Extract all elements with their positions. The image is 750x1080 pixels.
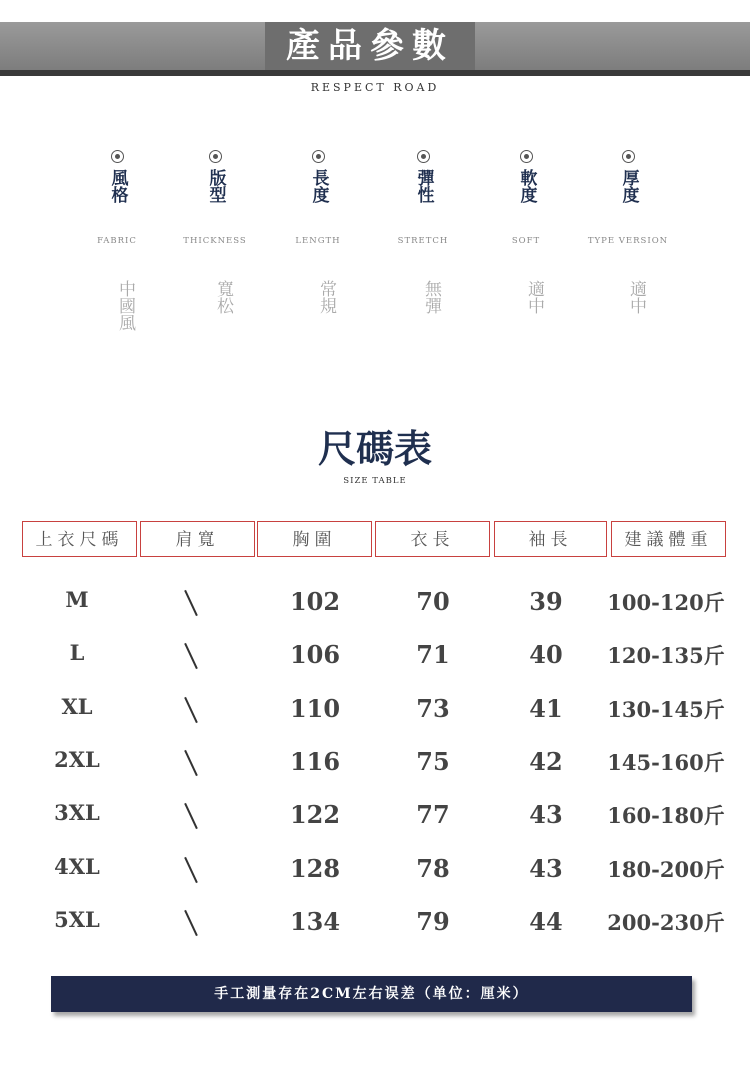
table-row [0, 747, 750, 787]
cell-shoulder-slash [184, 856, 198, 882]
cell-chest: 106 [289, 640, 341, 670]
table-row [0, 694, 750, 734]
param-value: 無彈 [421, 280, 441, 314]
table-header-cell: 胸圍 [257, 521, 372, 557]
cell-size: 4XL [54, 853, 100, 879]
param-column [578, 150, 678, 207]
cell-length: 71 [416, 640, 450, 670]
cell-size: L [69, 640, 85, 666]
param-english-label: FABRIC [97, 236, 137, 246]
cell-size: M [65, 587, 89, 612]
cell-weight: 160-180斤 [607, 803, 725, 829]
table-header-cell: 肩寬 [140, 521, 255, 557]
param-name: 軟度 [516, 169, 537, 203]
cell-sleeve: 40 [529, 640, 563, 670]
cell-sleeve: 39 [529, 587, 563, 616]
page-title: 產品參數 [286, 26, 454, 66]
size-table-subtitle: SIZE TABLE [343, 476, 407, 486]
param-english-label: SOFT [511, 236, 541, 246]
footer-note: 手工測量存在2CM左右误差（单位：厘米） [214, 986, 529, 1002]
cell-chest: 134 [289, 906, 341, 936]
param-english-label: THICKNESS [183, 236, 247, 246]
target-circle-icon [520, 150, 533, 163]
param-column [165, 150, 265, 207]
param-english-label: TYPE VERSION [587, 236, 669, 246]
table-row [0, 640, 750, 680]
cell-weight: 145-160斤 [607, 749, 725, 775]
table-row [0, 587, 750, 627]
param-english-label: STRETCH [397, 236, 449, 246]
cell-length: 70 [416, 587, 450, 616]
cell-weight: 100-120斤 [607, 590, 725, 615]
table-row [0, 854, 750, 894]
cell-length: 77 [416, 800, 450, 830]
cell-weight: 200-230斤 [607, 909, 725, 935]
cell-weight: 130-145斤 [607, 696, 725, 722]
param-column [476, 150, 576, 207]
cell-sleeve: 43 [529, 800, 563, 830]
param-column [67, 150, 167, 207]
cell-shoulder-slash [184, 590, 198, 616]
cell-size: XL [61, 693, 93, 719]
param-value: 適中 [524, 280, 544, 314]
cell-sleeve: 41 [529, 693, 563, 723]
table-header-cell: 上衣尺碼 [22, 521, 137, 557]
cell-chest: 102 [289, 587, 341, 616]
param-name: 彈性 [413, 169, 434, 203]
table-row [0, 800, 750, 840]
cell-sleeve: 42 [529, 746, 563, 776]
cell-chest: 122 [289, 800, 341, 830]
cell-shoulder-slash [184, 643, 198, 669]
table-header-cell: 袖長 [494, 521, 607, 557]
table-row [0, 907, 750, 947]
param-column [373, 150, 473, 207]
cell-sleeve: 43 [529, 853, 563, 883]
table-header-cell: 建議體重 [611, 521, 726, 557]
param-name: 風格 [107, 169, 128, 203]
cell-shoulder-slash [184, 696, 198, 722]
cell-size: 5XL [54, 906, 100, 932]
cell-weight: 120-135斤 [607, 643, 725, 669]
param-english-label: LENGTH [295, 236, 341, 246]
cell-length: 73 [416, 693, 450, 723]
target-circle-icon [312, 150, 325, 163]
cell-length: 79 [416, 906, 450, 936]
param-value: 適中 [626, 280, 646, 314]
param-name: 厚度 [618, 169, 639, 203]
param-name: 長度 [308, 169, 329, 203]
cell-shoulder-slash [184, 750, 198, 776]
cell-size: 2XL [54, 746, 100, 772]
target-circle-icon [417, 150, 430, 163]
cell-length: 75 [416, 746, 450, 776]
size-table-title: 尺碼表 [317, 426, 432, 471]
target-circle-icon [209, 150, 222, 163]
cell-length: 78 [416, 853, 450, 883]
target-circle-icon [622, 150, 635, 163]
cell-chest: 110 [289, 693, 341, 723]
cell-shoulder-slash [184, 803, 198, 829]
param-value: 寬松 [213, 280, 233, 314]
cell-chest: 116 [289, 746, 341, 776]
target-circle-icon [111, 150, 124, 163]
header-banner-underline [0, 70, 750, 76]
param-column [268, 150, 368, 207]
cell-chest: 128 [289, 853, 341, 883]
cell-sleeve: 44 [529, 906, 563, 936]
page-subtitle: RESPECT ROAD [310, 81, 440, 94]
cell-weight: 180-200斤 [607, 856, 725, 882]
param-value: 常規 [316, 280, 336, 314]
param-name: 版型 [205, 169, 226, 203]
param-value: 中國風 [115, 280, 135, 331]
table-header-cell: 衣長 [375, 521, 490, 557]
cell-shoulder-slash [184, 910, 198, 936]
cell-size: 3XL [54, 800, 100, 826]
